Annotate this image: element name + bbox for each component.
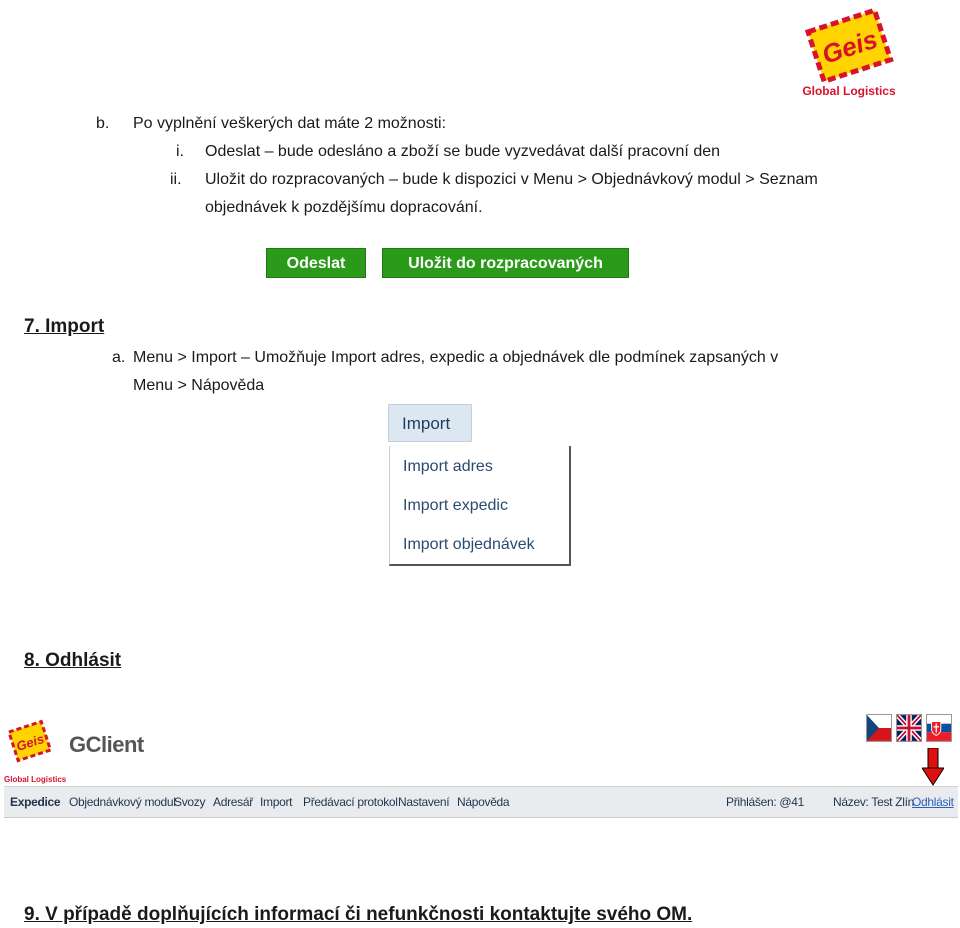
main-nav-bar <box>4 786 958 818</box>
import-dropdown <box>389 446 571 566</box>
import-item-text-cont: Menu > Nápověda <box>133 377 265 394</box>
nav-objednavkovy-modul[interactable]: Objednávkový modul <box>69 795 176 809</box>
menu-item-import-shipments[interactable]: Import expedic <box>403 497 508 514</box>
logged-in-label: Přihlášen: @41 <box>726 795 805 809</box>
gclient-logo <box>4 716 67 784</box>
nav-predavaci-protokol[interactable]: Předávací protokol <box>303 795 398 809</box>
save-draft-button[interactable]: Uložit do rozpracovaných <box>382 248 629 278</box>
option-ii-marker: ii. <box>170 171 182 188</box>
option-ii-text: Uložit do rozpracovaných – bude k dispozici v Menu > Objednávkový modul > Seznam <box>205 171 818 188</box>
geis-logo <box>797 8 901 104</box>
uk-flag-icon[interactable] <box>896 714 922 742</box>
section-b-marker: b. <box>96 115 110 132</box>
send-button[interactable]: Odeslat <box>266 248 366 278</box>
import-heading <box>24 316 104 338</box>
section-b-text: Po vyplnění veškerých dat máte 2 možnosti: <box>133 115 447 132</box>
option-i-text: Odeslat – bude odesláno a zboží se bude vyzvedávat další pracovní den <box>205 143 721 160</box>
geis-logo-icon <box>797 8 901 84</box>
gclient-logo-word: Geis <box>14 730 46 754</box>
import-heading-text: 7. Import <box>24 316 105 337</box>
logout-link[interactable]: Odhlásit <box>912 795 954 809</box>
language-flags <box>866 714 952 742</box>
option-ii-text-cont: objednávek k pozdějšímu dopracování. <box>205 199 483 216</box>
menu-item-import-orders[interactable]: Import objednávek <box>403 536 535 553</box>
logout-heading: 8. Odhlásit <box>24 650 122 671</box>
sk-flag-icon[interactable] <box>926 714 952 742</box>
nav-adresar[interactable]: Adresář <box>213 795 253 809</box>
nav-nastaveni[interactable]: Nastavení <box>398 795 450 809</box>
contact-heading: 9. V případě doplňujících informací či nefunkčnosti kontaktujte svého OM. <box>24 904 693 925</box>
nav-napoveda[interactable]: Nápověda <box>457 795 510 809</box>
app-title: GClient <box>69 732 144 757</box>
logo-subtitle: Global Logistics <box>802 84 896 98</box>
account-name: Název: Test Zlín <box>833 795 915 809</box>
cz-flag-icon[interactable] <box>866 714 892 742</box>
gclient-logo-sub: Global Logistics <box>4 775 67 784</box>
menu-tab-import[interactable]: Import <box>388 404 472 442</box>
option-i-marker: i. <box>176 143 184 160</box>
nav-import[interactable]: Import <box>260 795 293 809</box>
logo-wordmark: Geis <box>818 23 882 70</box>
gclient-header <box>4 712 958 820</box>
import-item-text: Menu > Import – Umožňuje Import adres, expedic a objednávek dle podmínek zapsaných v <box>133 349 779 366</box>
nav-expedice[interactable]: Expedice <box>10 795 61 809</box>
gclient-logo-icon <box>4 716 56 768</box>
menu-item-import-addresses[interactable]: Import adres <box>403 458 493 475</box>
nav-svozy[interactable]: Svozy <box>174 795 206 809</box>
red-arrow-down-icon <box>922 748 944 786</box>
import-item-marker: a. <box>112 349 126 366</box>
